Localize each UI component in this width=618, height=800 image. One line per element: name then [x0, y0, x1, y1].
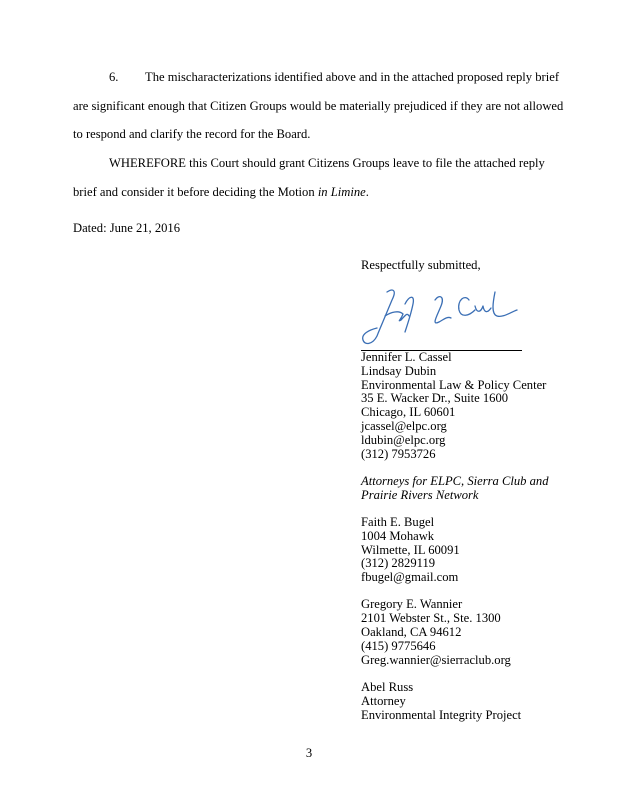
counsel-phone: (312) 7953726 [361, 446, 436, 461]
bugel-email: fbugel@gmail.com [361, 570, 459, 585]
wannier-email: Greg.wannier@sierraclub.org [361, 652, 511, 667]
dated-line: Dated: June 21, 2016 [73, 221, 181, 235]
wannier-phone: (415) 9775646 [361, 638, 436, 653]
wannier-name: Gregory E. Wannier [361, 597, 463, 612]
closing-line: Respectfully submitted, [361, 258, 481, 272]
wherefore-line2-prefix: brief and consider it before deciding the Motion [73, 185, 318, 199]
russ-title: Attorney [361, 693, 406, 708]
wherefore-line2-suffix: . [365, 185, 369, 199]
motion-in-limine: in Limine [317, 185, 366, 199]
attorneys-for-line2: Prairie Rivers Network [361, 487, 479, 502]
paragraph6-line1: The mischaracterizations identified above and in the attached proposed reply brief [145, 70, 560, 84]
signature-block [361, 351, 549, 722]
bugel-city: Wilmette, IL 60091 [361, 542, 460, 557]
russ-name: Abel Russ [361, 679, 414, 694]
bugel-phone: (312) 2829119 [361, 556, 436, 571]
bugel-street: 1004 Mohawk [361, 528, 435, 543]
counsel-email-dubin: ldubin@elpc.org [361, 432, 446, 447]
counsel-street: 35 E. Wacker Dr., Suite 1600 [361, 391, 509, 406]
bugel-name: Faith E. Bugel [361, 514, 435, 529]
handwritten-signature [357, 286, 527, 348]
page-number: 3 [305, 746, 313, 760]
counsel-organization: Environmental Law & Policy Center [361, 377, 547, 392]
wannier-city: Oakland, CA 94612 [361, 625, 462, 640]
counsel-name-dubin: Lindsay Dubin [361, 363, 437, 378]
wannier-street: 2101 Webster St., Ste. 1300 [361, 611, 501, 626]
wherefore-line2 [73, 185, 369, 200]
wherefore-line1: WHEREFORE this Court should grant Citizens Groups leave to file the attached reply [109, 156, 545, 170]
russ-organization: Environmental Integrity Project [361, 707, 522, 722]
paragraph-number: 6. [109, 70, 119, 84]
counsel-name-cassel: Jennifer L. Cassel [361, 350, 452, 364]
counsel-city: Chicago, IL 60601 [361, 405, 456, 420]
paragraph6-line2: are significant enough that Citizen Groups would be materially prejudiced if they are not allowed [73, 99, 564, 113]
counsel-email-cassel: jcassel@elpc.org [361, 418, 447, 433]
paragraph6-line3: to respond and clarify the record for the Board. [73, 127, 311, 141]
attorneys-for-line1: Attorneys for ELPC, Sierra Club and [361, 473, 549, 488]
